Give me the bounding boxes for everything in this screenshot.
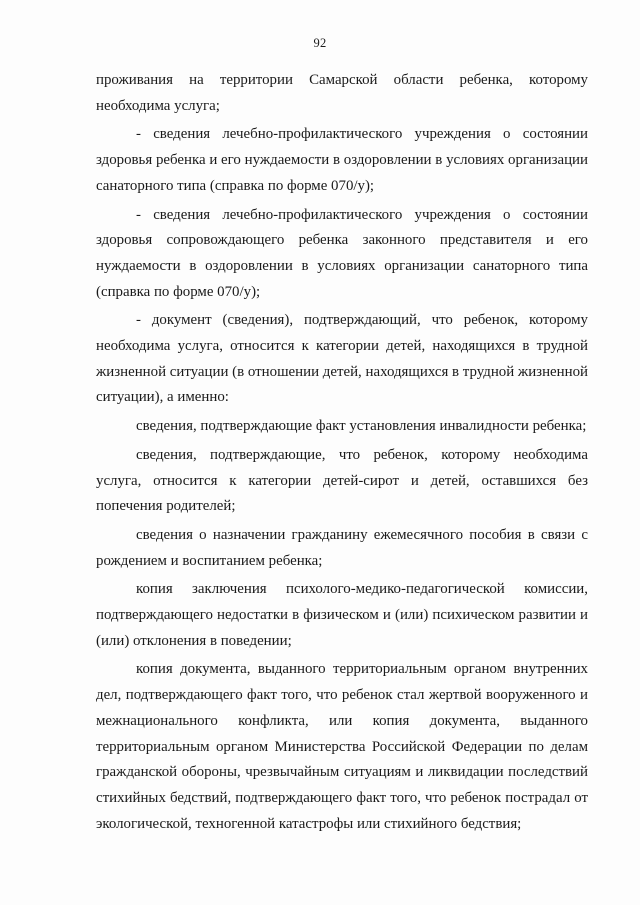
paragraph-orphan-info: сведения, подтверждающие, что ребенок, которому необходима услуга, относится к категории детей-сирот и детей, оставшихся без попечения родителей; <box>96 446 588 515</box>
paragraph-residence-continuation: проживания на территории Самарской области ребенка, которому необходима услуга; <box>96 72 588 114</box>
paragraph-child-health-certificate: - сведения лечебно-профилактического учреждения о состоянии здоровья ребенка и его нуждаемости в оздоровлении в условиях организации санаторного типа (справка по форме 070/у); <box>96 126 588 194</box>
paragraph-difficult-situation-document: - документ (сведения), подтверждающий, что ребенок, которому необходима услуга, относится к категории детей, находящихся в трудной жизненной ситуации (в отношении детей, находящихся в трудной жизненной ситуации), а именно: <box>96 312 588 406</box>
paragraph-guardian-health-certificate: - сведения лечебно-профилактического учреждения о состоянии здоровья сопровождающего ребенка законного представителя и его нуждаемости в оздоровлении в условиях организации санаторного типа (справка по форме 070/у); <box>96 206 588 300</box>
paragraph-monthly-allowance-info: сведения о назначении гражданину ежемесячного пособия в связи с рождением и воспитанием ребенка; <box>96 526 588 569</box>
page-number: 92 <box>313 36 327 50</box>
document-body <box>96 64 588 840</box>
paragraph-conflict-disaster-document: копия документа, выданного территориальным органом внутренних дел, подтверждающего факт того, что ребенок стал жертвой вооруженного и межнационального конфликта, или копия документа, выданного территориальным органом Министерства Российской Федерации по делам гражданской обороны, чрезвычайным ситуациям и ликвидации последствий стихийных бедствий, подтверждающего факт того, что ребенок пострадал от экологической, техногенной катастрофы или стихийного бедствия; <box>96 661 588 832</box>
paragraph-disability-info: сведения, подтверждающие факт установления инвалидности ребенка; <box>136 418 587 435</box>
paragraph-pmpk-conclusion: копия заключения психолого-медико-педагогической комиссии, подтверждающего недостатки в физическом и (или) психическом развитии и (или) отклонения в поведении; <box>96 581 588 649</box>
